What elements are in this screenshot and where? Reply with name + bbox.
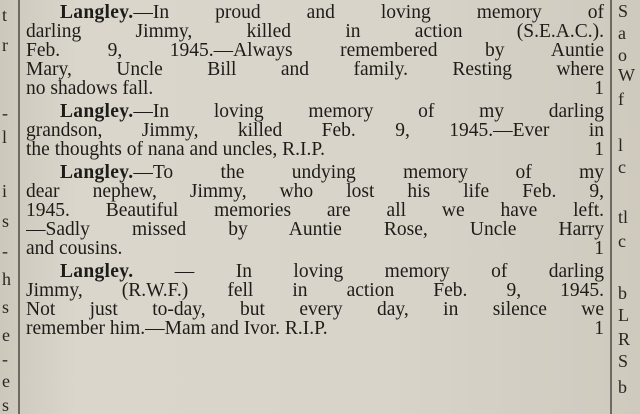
notice-line: darling Jimmy, killed in action (S.E.A.C.). [26,23,604,42]
notice-text: —To the undying memory of my [133,164,604,183]
left-fragment: s [2,297,10,317]
notice-line: Feb. 9, 1945.—Always remembered by Auntie [26,42,604,61]
insertion-count: 1 [594,139,604,161]
right-fragment: a [618,23,626,43]
notice-line [26,164,604,183]
left-fragment: s [2,395,10,414]
notice-line: the thoughts of nana and uncles, R.I.P. [26,141,325,160]
notice-name: Langley. [60,164,134,183]
notice-line: 1945. Beautiful memories are all we have left. [26,202,604,221]
right-fragment: f [618,89,624,109]
memorial-notice [26,263,604,339]
insertion-count: 1 [594,238,604,260]
left-column-fragments [0,0,14,414]
right-fragment: o [618,45,627,65]
right-fragment: S [618,351,629,371]
left-fragment: h [2,269,11,289]
memorial-notice [26,4,604,99]
notice-line: and cousins. [26,240,123,259]
notice-line: dear nephew, Jimmy, who lost his life Feb. 9, [26,183,604,202]
notice-line: no shadows fall. [26,80,154,99]
left-fragment: e [2,371,10,391]
notice-text: —In loving memory of my darling [133,103,604,122]
notice-line: remember him.—Mam and Ivor. R.I.P. [26,320,328,339]
left-fragment: - [2,349,8,369]
left-fragment: r [2,35,8,55]
notice-text: —In proud and loving memory of [133,4,604,23]
left-fragment: t [2,5,8,25]
right-fragment: tl [618,207,629,227]
right-fragment: S [618,1,629,21]
notice-line: grandson, Jimmy, killed Feb. 9, 1945.—Ever in [26,122,604,141]
column-rule-right [610,0,612,414]
notice-line: Not just to-day, but every day, in silence we [26,301,604,320]
right-fragment: b [618,283,627,303]
left-fragment: s [2,211,10,231]
right-fragment: l [618,135,624,155]
notice-line [26,4,604,23]
right-fragment: c [618,157,626,177]
column-rule-left [18,0,20,414]
right-fragment: b [618,377,627,397]
insertion-count: 1 [594,318,604,340]
notice-name: Langley. [60,263,134,282]
insertion-count: 1 [594,78,604,100]
left-fragment: e [2,325,10,345]
left-fragment: i [2,181,8,201]
notice-name: Langley. [60,4,134,23]
notice-line [26,263,604,282]
memorial-notice [26,164,604,259]
notice-line [26,103,604,122]
left-fragment: - [2,103,8,123]
left-fragment: - [2,241,8,261]
memorial-notice [26,103,604,160]
memorial-notices-column [26,4,604,343]
right-fragment: c [618,231,626,251]
notice-line: Mary, Uncle Bill and family. Resting where [26,61,604,80]
notice-text: — In loving memory of darling [133,263,604,282]
left-fragment: l [2,127,8,147]
right-fragment: L [618,305,629,325]
notice-line: Jimmy, (R.W.F.) fell in action Feb. 9, 1945. [26,282,604,301]
notice-name: Langley. [60,103,134,122]
notice-line: —Sadly missed by Auntie Rose, Uncle Harry [26,221,604,240]
right-fragment: W [618,65,635,85]
right-fragment: R [618,329,631,349]
